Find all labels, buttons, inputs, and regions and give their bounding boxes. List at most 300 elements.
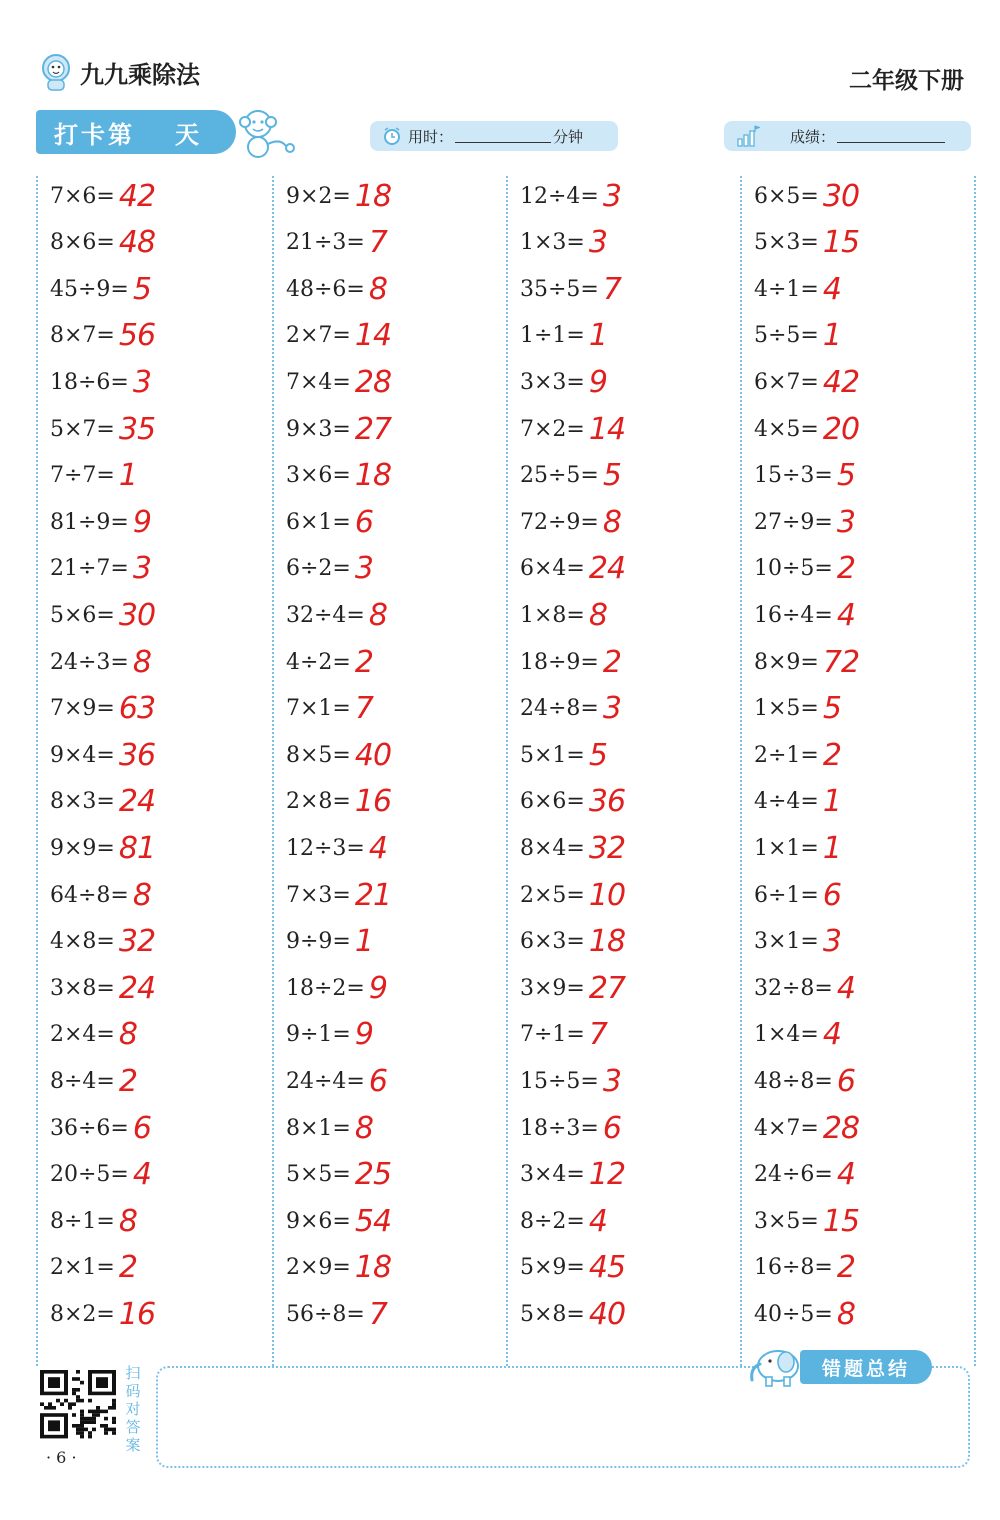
problem-expression: 12÷3= [286,835,365,861]
problem-expression: 24÷6= [754,1162,833,1188]
handwritten-answer: 18 [588,924,626,960]
problem-expression: 9×3= [286,416,351,442]
handwritten-answer: 6 [132,1110,151,1146]
handwritten-answer: 9 [368,970,387,1006]
bar-chart-flag-icon [736,125,760,147]
problem-expression: 8÷4= [50,1068,115,1094]
handwritten-answer: 2 [822,737,841,773]
problem-row [50,1015,137,1055]
handwritten-answer: 36 [588,784,626,820]
handwritten-answer: 8 [368,271,387,307]
problem-expression: 4×8= [50,929,115,955]
problem-expression: 9×2= [286,183,351,209]
problem-expression: 7×1= [286,696,351,722]
problem-row [520,1061,621,1101]
problem-expression: 48÷6= [286,276,365,302]
problem-expression: 6×1= [286,509,351,535]
problem-row [50,362,151,402]
grade-label: 二年级下册 [849,68,964,94]
problem-row [754,223,859,263]
problem-expression: 5×8= [520,1301,585,1327]
problem-expression: 9÷9= [286,929,351,955]
problem-row [520,409,625,449]
problem-row [520,502,621,542]
handwritten-answer: 8 [354,1110,373,1146]
problem-row [754,1061,855,1101]
problem-row [286,502,373,542]
problem-expression: 5×3= [754,230,819,256]
problem-expression: 48÷8= [754,1068,833,1094]
handwritten-answer: 4 [836,1157,855,1193]
problem-row [754,549,855,589]
problem-row [286,1015,373,1055]
handwritten-answer: 45 [588,1250,626,1286]
problem-expression: 7÷7= [50,463,115,489]
problem-expression: 16÷4= [754,602,833,628]
problem-expression: 56÷8= [286,1301,365,1327]
problem-expression: 8×4= [520,835,585,861]
problem-expression: 7×3= [286,882,351,908]
problem-row [520,642,621,682]
handwritten-answer: 54 [354,1203,392,1239]
problem-expression: 27÷9= [754,509,833,535]
handwritten-answer: 8 [118,1017,137,1053]
handwritten-answer: 16 [354,784,392,820]
checkin-prefix: 打卡第 [54,120,135,149]
problem-expression: 8×1= [286,1115,351,1141]
problem-row [286,595,387,635]
handwritten-answer: 48 [118,225,156,261]
time-field [370,121,618,151]
problem-row [754,1248,855,1288]
handwritten-answer: 8 [836,1296,855,1332]
handwritten-answer: 5 [822,691,841,727]
problem-row [50,269,151,309]
handwritten-answer: 5 [588,737,607,773]
problem-expression: 8×7= [50,323,115,349]
handwritten-answer: 40 [354,737,392,773]
problem-row [50,1248,137,1288]
problem-row [50,549,151,589]
problem-row [286,362,391,402]
problem-row [520,1248,625,1288]
handwritten-answer: 56 [118,318,156,354]
handwritten-answer: 12 [588,1157,626,1193]
handwritten-answer: 4 [836,597,855,633]
problem-row [50,223,155,263]
problem-expression: 4÷1= [754,276,819,302]
problem-row [286,549,373,589]
problem-expression: 20÷5= [50,1162,129,1188]
problem-expression: 5÷5= [754,323,819,349]
handwritten-answer: 6 [822,877,841,913]
problem-expression: 7×2= [520,416,585,442]
problem-row [754,689,841,729]
handwritten-answer: 7 [368,225,387,261]
problem-row [50,735,155,775]
problem-row [754,409,859,449]
problem-row [754,1015,841,1055]
handwritten-answer: 7 [368,1296,387,1332]
problem-row [754,362,859,402]
problem-row [520,595,607,635]
problem-row [754,828,841,868]
problem-expression: 5×9= [520,1255,585,1281]
page-number: · 6 · [46,1448,77,1467]
handwritten-answer: 72 [822,644,860,680]
problem-row [520,782,625,822]
problem-row [50,875,151,915]
problem-expression: 45÷9= [50,276,129,302]
problem-row [286,316,391,356]
problem-expression: 4÷4= [754,789,819,815]
problem-row [754,1108,859,1148]
handwritten-answer: 6 [836,1063,855,1099]
problem-row [754,502,855,542]
handwritten-answer: 15 [822,225,860,261]
elephant-icon [746,1344,804,1388]
problem-row [286,1061,387,1101]
problem-expression: 2×4= [50,1022,115,1048]
problem-row [754,176,859,216]
handwritten-answer: 6 [368,1063,387,1099]
problem-expression: 18÷6= [50,369,129,395]
problem-expression: 1×1= [754,835,819,861]
problem-row [286,828,387,868]
problem-expression: 1×4= [754,1022,819,1048]
mistake-summary-label: 错题总结 [800,1350,932,1384]
problem-expression: 36÷6= [50,1115,129,1141]
problem-row [286,642,373,682]
handwritten-answer: 3 [588,225,607,261]
problem-row [520,875,625,915]
problem-expression: 7÷1= [520,1022,585,1048]
problem-row [754,642,859,682]
handwritten-answer: 36 [118,737,156,773]
problem-row [50,1061,137,1101]
handwritten-answer: 5 [132,271,151,307]
problem-row [520,176,621,216]
handwritten-answer: 24 [118,784,156,820]
handwritten-answer: 3 [836,504,855,540]
problem-row [520,549,625,589]
problem-row [50,502,151,542]
problem-row [286,782,391,822]
problem-row [754,1294,855,1334]
problem-row [520,689,621,729]
handwritten-answer: 28 [822,1110,860,1146]
problem-expression: 6×5= [754,183,819,209]
handwritten-answer: 1 [822,318,841,354]
handwritten-answer: 4 [822,271,841,307]
problem-expression: 1×5= [754,696,819,722]
handwritten-answer: 28 [354,364,392,400]
problem-row [286,1294,387,1334]
book-title-text: 九九乘除法 [80,60,200,89]
checkin-banner [36,110,236,154]
problem-expression: 9×9= [50,835,115,861]
problem-expression: 2÷1= [754,742,819,768]
problem-expression: 3×6= [286,463,351,489]
problem-expression: 24÷8= [520,696,599,722]
score-label: 成绩： [790,127,836,146]
time-unit: 分钟 [553,127,584,146]
handwritten-answer: 1 [588,318,607,354]
handwritten-answer: 3 [132,364,151,400]
problem-column-3 [506,176,742,1366]
problem-expression: 1÷1= [520,323,585,349]
handwritten-answer: 7 [354,691,373,727]
scan-for-answers-label: 扫码对答案 [125,1364,141,1454]
problem-expression: 9×4= [50,742,115,768]
problem-row [754,269,841,309]
problem-row [520,1201,607,1241]
problem-expression: 8×2= [50,1301,115,1327]
problem-expression: 21÷7= [50,556,129,582]
problem-expression: 3×5= [754,1208,819,1234]
problem-row [754,782,841,822]
handwritten-answer: 1 [118,458,137,494]
handwritten-answer: 24 [118,970,156,1006]
problem-expression: 5×1= [520,742,585,768]
problem-row [520,1294,625,1334]
problem-row [286,689,373,729]
handwritten-answer: 8 [132,877,151,913]
problem-expression: 3×9= [520,975,585,1001]
problem-row [286,176,391,216]
problem-expression: 3×4= [520,1162,585,1188]
handwritten-answer: 3 [132,551,151,587]
problem-row [520,968,625,1008]
problem-expression: 8÷1= [50,1208,115,1234]
handwritten-answer: 25 [354,1157,392,1193]
problem-expression: 8×3= [50,789,115,815]
problem-expression: 24÷3= [50,649,129,675]
handwritten-answer: 7 [602,271,621,307]
handwritten-answer: 42 [822,364,860,400]
handwritten-answer: 8 [132,644,151,680]
monkey-icon [236,104,298,160]
handwritten-answer: 35 [118,411,156,447]
handwritten-answer: 8 [602,504,621,540]
handwritten-answer: 3 [354,551,373,587]
problem-expression: 18÷9= [520,649,599,675]
problem-row [286,456,391,496]
problem-expression: 8×9= [754,649,819,675]
handwritten-answer: 3 [602,178,621,214]
handwritten-answer: 2 [354,644,373,680]
problem-expression: 2×1= [50,1255,115,1281]
handwritten-answer: 18 [354,1250,392,1286]
problem-expression: 32÷8= [754,975,833,1001]
problem-row [754,968,855,1008]
problem-row [286,1201,391,1241]
problem-expression: 8×6= [50,230,115,256]
problem-row [754,316,841,356]
problem-expression: 5×6= [50,602,115,628]
handwritten-answer: 14 [588,411,626,447]
handwritten-answer: 21 [354,877,392,913]
problem-row [50,1108,151,1148]
handwritten-answer: 10 [588,877,626,913]
problem-row [286,968,387,1008]
problem-row [50,1155,151,1195]
handwritten-answer: 14 [354,318,392,354]
score-field [724,121,971,151]
problem-expression: 1×3= [520,230,585,256]
problem-row [754,595,855,635]
problem-expression: 12÷4= [520,183,599,209]
problem-expression: 64÷8= [50,882,129,908]
problem-expression: 15÷5= [520,1068,599,1094]
book-title [38,52,200,92]
problem-expression: 5×5= [286,1162,351,1188]
problem-row [754,875,841,915]
problem-expression: 2×9= [286,1255,351,1281]
handwritten-answer: 4 [588,1203,607,1239]
problem-expression: 18÷2= [286,975,365,1001]
handwritten-answer: 3 [602,1063,621,1099]
time-input-line[interactable] [455,130,551,143]
problem-row [50,316,155,356]
handwritten-answer: 1 [354,924,373,960]
problem-expression: 6×3= [520,929,585,955]
problem-expression: 2×8= [286,789,351,815]
problem-row [754,456,855,496]
handwritten-answer: 2 [118,1250,137,1286]
problem-expression: 9÷1= [286,1022,351,1048]
handwritten-answer: 18 [354,178,392,214]
problem-expression: 40÷5= [754,1301,833,1327]
problem-expression: 1×8= [520,602,585,628]
problem-expression: 2×5= [520,882,585,908]
problem-expression: 72÷9= [520,509,599,535]
handwritten-answer: 8 [118,1203,137,1239]
handwritten-answer: 16 [118,1296,156,1332]
problem-row [50,922,155,962]
handwritten-answer: 30 [822,178,860,214]
problem-column-4 [740,176,976,1366]
problem-row [520,828,625,868]
handwritten-answer: 1 [822,784,841,820]
problem-row [520,1015,607,1055]
problem-expression: 4×7= [754,1115,819,1141]
handwritten-answer: 15 [822,1203,860,1239]
problem-row [754,735,841,775]
problem-row [50,968,155,1008]
problem-expression: 15÷3= [754,463,833,489]
problem-row [286,1248,391,1288]
problem-expression: 9×6= [286,1208,351,1234]
problem-row [520,1108,621,1148]
problem-row [520,456,621,496]
handwritten-answer: 9 [354,1017,373,1053]
problem-row [286,409,391,449]
problem-row [520,735,607,775]
problem-expression: 6×7= [754,369,819,395]
problem-expression: 6÷1= [754,882,819,908]
handwritten-answer: 2 [836,551,855,587]
lion-icon [38,52,74,92]
problem-row [520,316,607,356]
problem-expression: 8÷2= [520,1208,585,1234]
problem-expression: 18÷3= [520,1115,599,1141]
handwritten-answer: 27 [588,970,626,1006]
problem-expression: 7×9= [50,696,115,722]
problem-expression: 3×1= [754,929,819,955]
problem-expression: 2×7= [286,323,351,349]
handwritten-answer: 8 [368,597,387,633]
problem-row [286,1108,373,1148]
problem-row [50,828,155,868]
problem-expression: 6×4= [520,556,585,582]
handwritten-answer: 8 [588,597,607,633]
problem-row [754,1201,859,1241]
problem-row [286,735,391,775]
problem-row [50,456,137,496]
problem-expression: 5×7= [50,416,115,442]
handwritten-answer: 27 [354,411,392,447]
problem-row [50,689,155,729]
problem-expression: 35÷5= [520,276,599,302]
problem-expression: 6÷2= [286,556,351,582]
handwritten-answer: 32 [118,924,156,960]
problem-expression: 81÷9= [50,509,129,535]
problem-expression: 32÷4= [286,602,365,628]
checkin-suffix: 天 [175,120,202,149]
problem-row [754,1155,855,1195]
problem-expression: 16÷8= [754,1255,833,1281]
problem-expression: 3×8= [50,975,115,1001]
handwritten-answer: 7 [588,1017,607,1053]
problem-expression: 8×5= [286,742,351,768]
problem-row [286,875,391,915]
problem-row [50,595,155,635]
handwritten-answer: 24 [588,551,626,587]
problem-row [286,269,387,309]
problem-expression: 10÷5= [754,556,833,582]
problem-expression: 7×4= [286,369,351,395]
handwritten-answer: 40 [588,1296,626,1332]
handwritten-answer: 63 [118,691,156,727]
problem-row [50,782,155,822]
problem-expression: 4×5= [754,416,819,442]
problem-row [50,176,155,216]
problem-expression: 4÷2= [286,649,351,675]
problem-column-2 [272,176,508,1366]
handwritten-answer: 2 [836,1250,855,1286]
problem-row [754,922,841,962]
qr-code-icon[interactable] [36,1368,120,1444]
handwritten-answer: 18 [354,458,392,494]
problem-row [286,1155,391,1195]
handwritten-answer: 6 [602,1110,621,1146]
problem-expression: 6×6= [520,789,585,815]
score-input-line[interactable] [837,130,945,143]
problem-row [286,922,373,962]
handwritten-answer: 3 [822,924,841,960]
handwritten-answer: 2 [602,644,621,680]
handwritten-answer: 42 [118,178,156,214]
problem-column-1 [38,176,272,1366]
handwritten-answer: 4 [822,1017,841,1053]
problem-row [50,1294,155,1334]
problem-row [520,269,621,309]
handwritten-answer: 3 [602,691,621,727]
handwritten-answer: 4 [132,1157,151,1193]
handwritten-answer: 4 [368,830,387,866]
problem-row [520,223,607,263]
